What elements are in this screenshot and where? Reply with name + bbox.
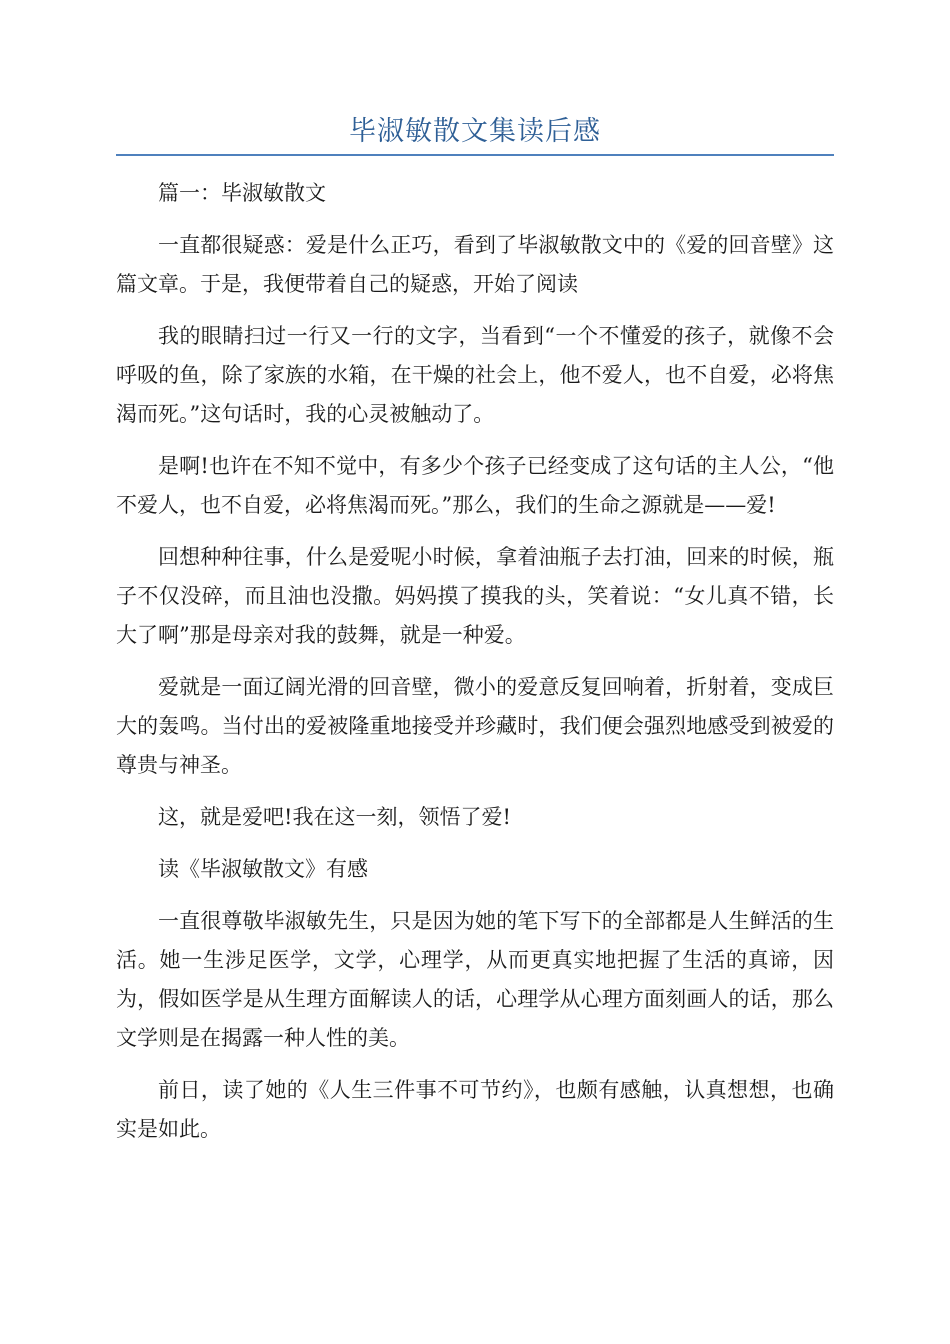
paragraph-10: 前日，读了她的《人生三件事不可节约》，也颇有感触，认真想想，也确实是如此。 <box>116 1078 834 1141</box>
paragraph-4: 是啊!也许在不知不觉中，有多少个孩子已经变成了这句话的主人公，“他不爱人，也不自爱，必将焦渴而死。”那么，我们的生命之源就是——爱! <box>116 454 834 517</box>
paragraph-2: 一直都很疑惑：爱是什么正巧，看到了毕淑敏散文中的《爱的回音壁》这篇文章。于是，我便带着自己的疑惑，开始了阅读 <box>116 233 834 296</box>
paragraph-3: 我的眼睛扫过一行又一行的文字，当看到“一个不懂爱的孩子，就像不会呼吸的鱼，除了家族的水箱，在干燥的社会上，他不爱人，也不自爱，必将焦渴而死。”这句话时，我的心灵被触动了。 <box>116 324 834 426</box>
paragraph-8: 读《毕淑敏散文》有感 <box>158 857 368 881</box>
document-title: 毕淑敏散文集读后感 <box>349 116 601 147</box>
paragraph-5: 回想种种往事，什么是爱呢小时候，拿着油瓶子去打油，回来的时候，瓶子不仅没碎，而且油也没撒。妈妈摸了摸我的头，笑着说：“女儿真不错，长大了啊”那是母亲对我的鼓舞，就是一种爱。 <box>116 545 834 647</box>
document-body <box>116 174 834 1162</box>
paragraph-1: 篇一：毕淑敏散文 <box>158 181 326 205</box>
paragraph-7: 这，就是爱吧!我在这一刻，领悟了爱! <box>158 805 511 829</box>
paragraph-9: 一直很尊敬毕淑敏先生，只是因为她的笔下写下的全部都是人生鲜活的生活。她一生涉足医学，文学，心理学，从而更真实地把握了生活的真谛，因为，假如医学是从生理方面解读人的话，心理学从心理方面刻画人的话，那么文学则是在揭露一种人性的美。 <box>116 909 834 1050</box>
paragraph-6: 爱就是一面辽阔光滑的回音壁，微小的爱意反复回响着，折射着，变成巨大的轰鸣。当付出的爱被隆重地接受并珍藏时，我们便会强烈地感受到被爱的尊贵与神圣。 <box>116 675 834 777</box>
title-underline <box>116 154 834 156</box>
